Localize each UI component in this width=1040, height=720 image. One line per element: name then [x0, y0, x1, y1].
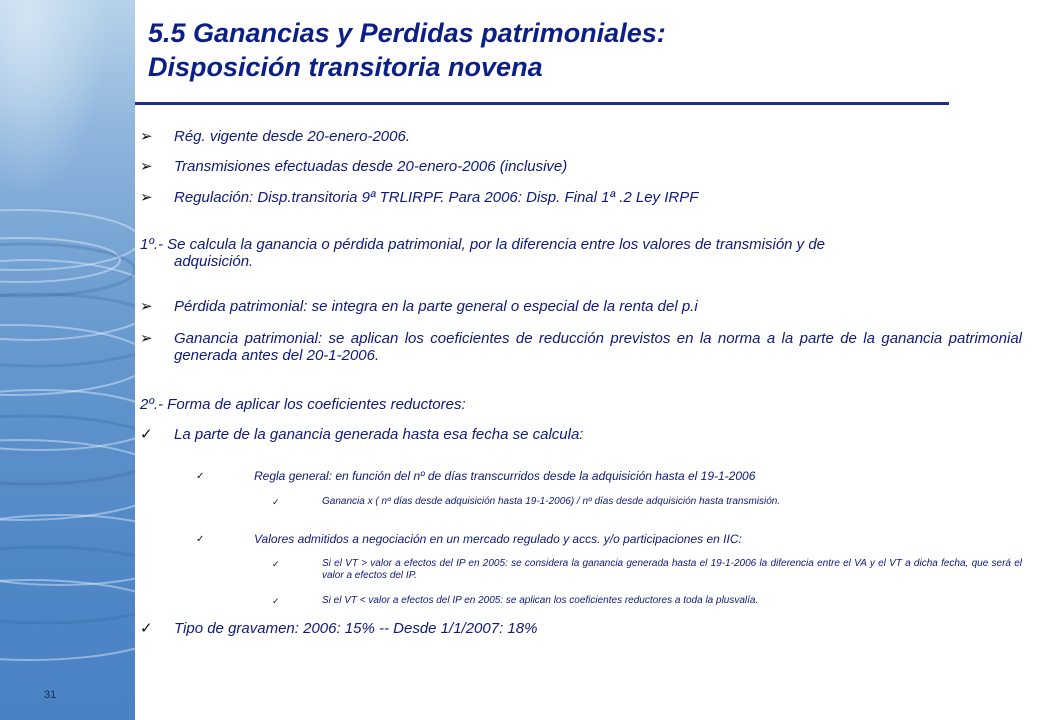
list-item: ➢ Rég. vigente desde 20-enero-2006.: [140, 128, 411, 145]
checkmark-bullet-icon: ✓: [196, 471, 205, 482]
checkmark-bullet-icon: ✓: [196, 534, 205, 545]
title-line-2: Disposición transitoria novena: [148, 52, 543, 82]
checkmark-bullet-icon: ✓: [272, 596, 280, 606]
page-number: 31: [44, 689, 57, 701]
title-line-1: 5.5 Ganancias y Perdidas patrimoniales:: [148, 18, 666, 48]
checkmark-bullet-icon: ✓: [140, 426, 153, 443]
sub-list-item: ✓ Valores admitidos a negociación en un mercado regulado y accs. y/o participaciones en IIC:: [196, 532, 742, 546]
water-background-image: [0, 0, 135, 720]
checkmark-bullet-icon: ✓: [140, 620, 153, 637]
list-item: ➢ Regulación: Disp.transitoria 9ª TRLIRPF. Para 2006: Disp. Final 1ª .2 Ley IRPF: [140, 189, 699, 206]
paragraph-1: 1º.- Se calcula la ganancia o pérdida patrimonial, por la diferencia entre los valores de transmisión y de adquisición.: [140, 236, 826, 270]
sub-sub-list-item: ✓ Ganancia x ( nº días desde adquisición hasta 19-1-2006) / nº días desde adquisición hasta transmisión.: [272, 496, 781, 507]
list-item: ➢ Pérdida patrimonial: se integra en la parte general o especial de la renta del p.i: [140, 298, 698, 315]
water-ripples: [0, 0, 135, 720]
arrow-bullet-icon: ➢: [140, 189, 153, 206]
list-item: ➢ Ganancia patrimonial: se aplican los coeficientes de reducción previstos en la norma a la parte de la ganancia patrimonial generada antes del 20-1-2006.: [140, 330, 1022, 364]
arrow-bullet-icon: ➢: [140, 330, 153, 347]
arrow-bullet-icon: ➢: [140, 128, 153, 145]
checkmark-bullet-icon: ✓: [272, 559, 280, 569]
sub-list-item: ✓ Regla general: en función del nº de días transcurridos desde la adquisición hasta el 19-1-2006: [196, 469, 756, 483]
sub-sub-list-item: ✓ Si el VT < valor a efectos del IP en 2005: se aplican los coeficientes reductores a toda la plusvalía.: [272, 595, 759, 606]
list-item: ✓ La parte de la ganancia generada hasta esa fecha se calcula:: [140, 426, 584, 443]
sub-sub-list-item: ✓ Si el VT > valor a efectos del IP en 2005: se considera la ganancia generada hasta el 19-1-2006 la diferencia entre el VA y el VT a dicha fecha, que será el valor a efectos del IP.: [272, 558, 1022, 581]
list-item: ➢ Transmisiones efectuadas desde 20-enero-2006 (inclusive): [140, 158, 568, 175]
list-item: ✓ Tipo de gravamen: 2006: 15% -- Desde 1/1/2007: 18%: [140, 620, 538, 637]
slide-title: [148, 16, 968, 84]
paragraph-2: 2º.- Forma de aplicar los coeficientes reductores:: [140, 396, 466, 413]
arrow-bullet-icon: ➢: [140, 298, 153, 315]
arrow-bullet-icon: ➢: [140, 158, 153, 175]
title-underline: [135, 102, 949, 105]
checkmark-bullet-icon: ✓: [272, 497, 280, 507]
